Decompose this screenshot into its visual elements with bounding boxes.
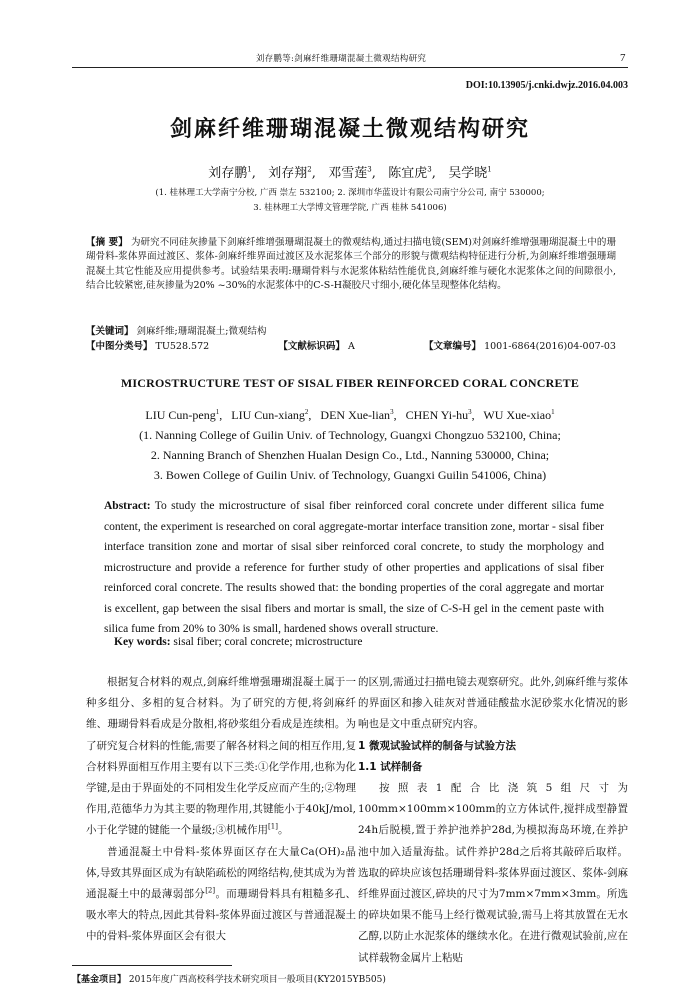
abstract-en xyxy=(104,496,604,640)
affiliation-en-line: 2. Nanning Branch of Shenzhen Hualan Design Co., Ltd., Nanning 530000, China; xyxy=(150,448,550,462)
author-sup: 1 xyxy=(215,408,220,416)
affiliation-en-line: (1. Nanning College of Guilin Univ. of Technology, Guangxi Chongzuo 532100, China; xyxy=(139,428,561,442)
body-paragraph: 按照表1配合比浇筑5组尺寸为100mm×100mm×100mm的立方体试件,搅拌成型静置24h后脱模,置于养护池养护28d,为模拟海岛环境,在养护池中加入适量海盐。试件养护28d之后将其敲碎后取样。选取的碎块应该包括珊瑚骨料-浆体界面过渡区、浆体-剑麻纤维界面过渡区,碎块的尺寸为7mm×7mm×3mm。所选的碎块如果不能马上经行微观试验,需马上将其放置在无水乙醇,以防止水泥浆体的继续水化。在进行微观试验前,应在试样载物金属片上粘贴 xyxy=(358,782,628,964)
doc-code-label: 【文献标识码】 xyxy=(278,341,345,352)
subsection-heading: 1.1 试样制备 xyxy=(358,760,423,773)
authors-cn: 刘存鹏$^1$, 刘存翔$^2$, 邓雪莲$^3$, 陈宜虎$^3$, 吴学晓$^1$ xyxy=(208,165,492,181)
affiliation-cn-line: (1. 桂林理工大学南宁分校, 广西 崇左 532100; 2. 深圳市华蓝设计有限公司南宁分公司, 南宁 530000; xyxy=(155,188,545,198)
article-no-label: 【文章编号】 xyxy=(424,341,482,352)
body-paragraph xyxy=(86,672,356,842)
clc-label: 【中图分类号】 xyxy=(86,341,153,352)
keywords-en-label: Key words: xyxy=(114,636,171,648)
author-cn: 吴学晓 xyxy=(448,166,488,181)
clc-value: TU528.572 xyxy=(155,341,210,352)
author-cn: 陈宜虎 xyxy=(388,166,428,181)
funding-footnote xyxy=(72,972,386,985)
author-sup: 3 xyxy=(427,165,432,174)
abstract-en-text: To study the microstructure of sisal fiber reinforced coral concrete under different silica fume content, the experiment is researched on coral aggregate-mortar interface transition zone, mortar - sisal fiber interface transition zone and mortar of sisal siber reinforced coral concrete, to study the morphology and microstructure and provide a reference for further study of other properties and applications of sisal fiber reinforced coral concrete. The results showed that: the bonding properties of the coral aggregate and mortar is excellent, gap between the sisal fibers and mortar is small, the size of C-S-H gel in the cement paste with silica fume from 20% to 30% is small, hardened shows overall structure. xyxy=(104,500,604,635)
page-number: 7 xyxy=(620,52,626,64)
abstract-en-label: Abstract: xyxy=(104,500,151,512)
keywords-en-text: sisal fiber; coral concrete; microstructure xyxy=(173,636,363,648)
author-sup: 1 xyxy=(247,165,252,174)
footnote-rule xyxy=(72,965,232,966)
running-head: 刘存鹏等:剑麻纤维珊瑚混凝土微观结构研究 xyxy=(255,54,427,64)
keywords-cn-text: 剑麻纤维;珊瑚混凝土;微观结构 xyxy=(136,326,267,337)
abstract-cn xyxy=(86,236,616,294)
classification-row xyxy=(86,338,616,352)
header-rule xyxy=(72,67,628,68)
author-sup: 1 xyxy=(551,408,555,416)
citation: [2] xyxy=(205,886,216,895)
body-text: 。而珊瑚骨料具有粗糙多孔、吸水率大的特点,因此其骨料-浆体界面过渡区与普通混凝土中的骨料-浆体界面区会有很大 xyxy=(86,888,357,943)
body-left-column xyxy=(86,672,356,948)
abstract-cn-text: 为研究不同硅灰掺量下剑麻纤维增强珊瑚混凝土的微观结构,通过扫描电镜(SEM)对剑麻纤维增强珊瑚混凝土中的珊瑚骨料-浆体界面过渡区、浆体-剑麻纤维界面过渡区及水泥浆体三个部分的形貌与微观结构特征进行分析,为剑麻纤维增强珊瑚混凝土其它性能及应用提供参考。试验结果表明:珊瑚骨料与水泥浆体粘结性能优良,剑麻纤维与硬化水泥浆体之间的间隙很小,结合比较紧密,硅灰掺量为20% ~30%的水泥浆体中的C-S-H凝胶尺寸细小,硬化体呈现整体化结构。 xyxy=(86,237,616,292)
author-en: LIU Cun-xiang xyxy=(231,408,305,422)
article-no-value: 1001-6864(2016)04-007-03 xyxy=(484,341,616,352)
author-sup: 1 xyxy=(487,165,492,174)
author-en: WU Xue-xiao xyxy=(483,408,552,422)
doi: DOI:10.13905/j.cnki.dwjz.2016.04.003 xyxy=(465,80,628,91)
affiliation-cn-line: 3. 桂林理工大学博文管理学院, 广西 桂林 541006) xyxy=(253,203,447,213)
body-paragraph xyxy=(86,842,356,948)
section-heading: 1 微观试验试样的制备与试验方法 xyxy=(358,739,516,752)
keywords-cn-label: 【关键词】 xyxy=(86,326,134,337)
author-sup: 3 xyxy=(390,408,394,416)
footnote-text: 2015年度广西高校科学技术研究项目一般项目(KY2015YB505) xyxy=(128,975,386,985)
author-sup: 3 xyxy=(468,408,472,416)
keywords-cn xyxy=(86,323,266,337)
author-cn: 刘存鹏 xyxy=(208,166,248,181)
body-right-column xyxy=(358,672,628,969)
author-sup: 2 xyxy=(307,165,312,174)
author-sup: 3 xyxy=(367,165,372,174)
citation: [1] xyxy=(268,822,278,831)
body-paragraph: 的区别,需通过扫描电镜去观察研究。此外,剑麻纤维与浆体的界面区和掺入硅灰对普通硅酸盐水泥砂浆水化情况的影响也是文中重点研究内容。 xyxy=(358,676,628,731)
authors-en: LIU Cun-peng$^1$, LIU Cun-xiang$^2$, DEN Xue-lian$^3$, CHEN $Yi-hu^3$, WU Xue-xiao$^1$ xyxy=(145,408,555,422)
author-en: DEN Xue-lian xyxy=(320,408,391,422)
abstract-cn-label: 【摘 要】 xyxy=(86,237,128,248)
author-cn: 刘存翔 xyxy=(268,166,308,181)
author-sup: 2 xyxy=(304,408,309,416)
affiliation-en-line: 3. Bowen College of Guilin Univ. of Technology, Guangxi Guilin 541006, China) xyxy=(153,468,547,482)
body-text: 。 xyxy=(277,824,289,837)
footnote-label: 【基金项目】 xyxy=(72,975,127,985)
title-en: MICROSTRUCTURE TEST OF SISAL FIBER REINFORCED CORAL CONCRETE xyxy=(120,376,580,390)
author-en: LIU Cun-peng xyxy=(145,408,216,422)
body-text: 根据复合材料的观点,剑麻纤维增强珊瑚混凝土属于一种多组分、多相的复合材料。为了研究的方便,将剑麻纤维、珊瑚骨料看成是分散相,将砂浆组分看成是连续相。为了研究复合材料的性能,需要了解各材料之间的相互作用,复合材料界面相互作用主要有以下三类:①化学作用,也称为化学键,是由于界面处的不同相发生化学反应而产生的;②物理作用,范德华力为其主要的物理作用,其键能小于40kJ/mol,小于化学键的键能一个量级;③机械作用 xyxy=(86,676,356,837)
author-cn: 邓雪莲 xyxy=(328,166,368,181)
body-text: 普通混凝土中骨料-浆体界面区存在大量Ca(OH)₂晶体,导致其界面区成为有缺陷疏松的网络结构,使其成为为普通混凝土中的最薄弱部分 xyxy=(86,845,356,901)
keywords-en xyxy=(114,636,362,648)
title-cn: 剑麻纤维珊瑚混凝土微观结构研究 xyxy=(169,117,530,142)
doc-code-value: A xyxy=(347,341,355,352)
author-en: CHEN Yi-hu xyxy=(405,408,469,422)
